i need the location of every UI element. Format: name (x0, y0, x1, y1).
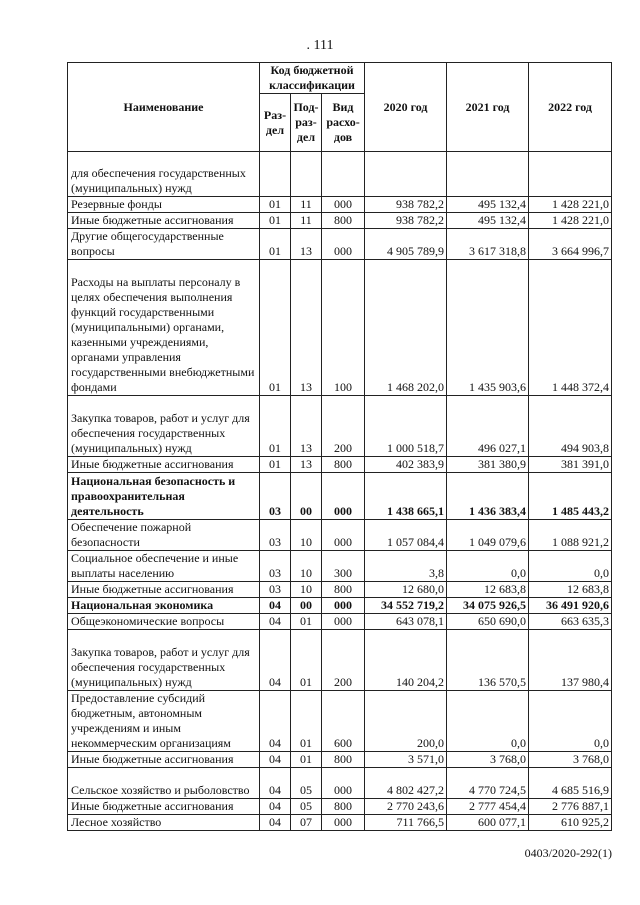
row-razdel: 04 (260, 815, 291, 831)
table-row (68, 768, 612, 799)
row-razdel: 03 (260, 551, 291, 582)
row-podrazdel: 11 (291, 197, 322, 213)
row-2022: 1 428 221,0 (529, 213, 612, 229)
row-name: Иные бюджетные ассигнования (68, 752, 260, 768)
header-kbk: Код бюджетной классификации (260, 63, 365, 94)
row-podrazdel: 01 (291, 630, 322, 691)
row-2021: 495 132,4 (447, 197, 529, 213)
header-2020: 2020 год (365, 63, 447, 152)
row-2020: 938 782,2 (365, 197, 447, 213)
row-2021: 3 768,0 (447, 752, 529, 768)
header-name: Наименование (68, 63, 260, 152)
row-podrazdel (291, 152, 322, 197)
row-2022: 3 664 996,7 (529, 229, 612, 260)
row-name: Другие общегосударственные вопросы (68, 229, 260, 260)
row-podrazdel: 13 (291, 457, 322, 473)
row-vid: 200 (322, 630, 365, 691)
row-vid: 000 (322, 197, 365, 213)
row-name: для обеспечения государственных (муниципальных) нужд (68, 152, 260, 197)
table-row (68, 815, 612, 831)
table-row (68, 473, 612, 520)
header-2021: 2021 год (447, 63, 529, 152)
row-name: Иные бюджетные ассигнования (68, 799, 260, 815)
row-vid: 300 (322, 551, 365, 582)
row-vid: 000 (322, 229, 365, 260)
row-2021 (447, 152, 529, 197)
row-2022: 137 980,4 (529, 630, 612, 691)
row-2022: 494 903,8 (529, 396, 612, 457)
header-razdel: Раз- дел (260, 94, 291, 152)
header-vid: Вид расхо- дов (322, 94, 365, 152)
row-2020: 711 766,5 (365, 815, 447, 831)
row-razdel: 01 (260, 197, 291, 213)
row-vid: 000 (322, 473, 365, 520)
row-podrazdel: 01 (291, 614, 322, 630)
row-podrazdel: 07 (291, 815, 322, 831)
row-2021: 381 380,9 (447, 457, 529, 473)
row-2020: 4 802 427,2 (365, 768, 447, 799)
row-2020: 140 204,2 (365, 630, 447, 691)
table-row (68, 630, 612, 691)
row-2020: 1 057 084,4 (365, 520, 447, 551)
row-vid: 000 (322, 768, 365, 799)
row-name: Расходы на выплаты персоналу в целях обеспечения выполнения функций государственными (муниципальными) органами, казенными учреждениями, органами управления государственными внебюджетными фондами (68, 260, 260, 396)
row-razdel: 03 (260, 473, 291, 520)
row-vid: 800 (322, 799, 365, 815)
row-podrazdel: 00 (291, 598, 322, 614)
row-name: Лесное хозяйство (68, 815, 260, 831)
row-podrazdel: 13 (291, 260, 322, 396)
table-row (68, 260, 612, 396)
row-razdel (260, 152, 291, 197)
row-razdel: 04 (260, 691, 291, 752)
row-2021: 136 570,5 (447, 630, 529, 691)
row-2021: 600 077,1 (447, 815, 529, 831)
row-razdel: 04 (260, 630, 291, 691)
row-2022: 36 491 920,6 (529, 598, 612, 614)
table-row (68, 614, 612, 630)
row-vid: 200 (322, 396, 365, 457)
row-2020: 1 438 665,1 (365, 473, 447, 520)
row-2021: 4 770 724,5 (447, 768, 529, 799)
row-2022: 4 685 516,9 (529, 768, 612, 799)
row-2021: 0,0 (447, 691, 529, 752)
row-razdel: 01 (260, 229, 291, 260)
header-podrazdel: Под- раз- дел (291, 94, 322, 152)
row-2022 (529, 152, 612, 197)
table-row (68, 691, 612, 752)
row-podrazdel: 01 (291, 752, 322, 768)
row-name: Иные бюджетные ассигнования (68, 213, 260, 229)
row-name: Резервные фонды (68, 197, 260, 213)
table-row (68, 799, 612, 815)
row-vid: 100 (322, 260, 365, 396)
row-razdel: 03 (260, 582, 291, 598)
row-vid: 000 (322, 520, 365, 551)
row-2022: 2 776 887,1 (529, 799, 612, 815)
row-name: Национальная безопасность и правоохранительная деятельность (68, 473, 260, 520)
row-podrazdel: 00 (291, 473, 322, 520)
row-2020: 402 383,9 (365, 457, 447, 473)
row-razdel: 03 (260, 520, 291, 551)
row-2021: 1 436 383,4 (447, 473, 529, 520)
table-row (68, 197, 612, 213)
row-name: Социальное обеспечение и иные выплаты населению (68, 551, 260, 582)
row-2020: 4 905 789,9 (365, 229, 447, 260)
row-razdel: 01 (260, 213, 291, 229)
row-name: Сельское хозяйство и рыболовство (68, 768, 260, 799)
row-podrazdel: 05 (291, 799, 322, 815)
row-razdel: 04 (260, 752, 291, 768)
row-2020: 1 000 518,7 (365, 396, 447, 457)
row-vid (322, 152, 365, 197)
row-2021: 12 683,8 (447, 582, 529, 598)
row-2022: 0,0 (529, 551, 612, 582)
table-row (68, 598, 612, 614)
row-name: Иные бюджетные ассигнования (68, 582, 260, 598)
page-number: . 111 (306, 38, 334, 53)
row-2020: 200,0 (365, 691, 447, 752)
table-row (68, 551, 612, 582)
row-2021: 650 690,0 (447, 614, 529, 630)
row-2021: 2 777 454,4 (447, 799, 529, 815)
row-razdel: 04 (260, 768, 291, 799)
row-vid: 600 (322, 691, 365, 752)
row-name: Предоставление субсидий бюджетным, автономным учреждениям и иным некоммерческим организациям (68, 691, 260, 752)
row-name: Обеспечение пожарной безопасности (68, 520, 260, 551)
row-2020 (365, 152, 447, 197)
row-2022: 1 088 921,2 (529, 520, 612, 551)
row-podrazdel: 01 (291, 691, 322, 752)
row-name: Национальная экономика (68, 598, 260, 614)
row-2021: 495 132,4 (447, 213, 529, 229)
row-name: Общеэкономические вопросы (68, 614, 260, 630)
row-podrazdel: 10 (291, 551, 322, 582)
row-2020: 643 078,1 (365, 614, 447, 630)
row-2022: 381 391,0 (529, 457, 612, 473)
row-2020: 1 468 202,0 (365, 260, 447, 396)
row-vid: 800 (322, 457, 365, 473)
table-row (68, 213, 612, 229)
row-2022: 12 683,8 (529, 582, 612, 598)
table-row (68, 520, 612, 551)
row-2020: 34 552 719,2 (365, 598, 447, 614)
row-podrazdel: 05 (291, 768, 322, 799)
row-vid: 000 (322, 614, 365, 630)
row-razdel: 04 (260, 598, 291, 614)
row-2022: 3 768,0 (529, 752, 612, 768)
row-podrazdel: 13 (291, 396, 322, 457)
row-podrazdel: 11 (291, 213, 322, 229)
table-row (68, 752, 612, 768)
row-2021: 1 049 079,6 (447, 520, 529, 551)
budget-table (67, 62, 612, 831)
row-2022: 0,0 (529, 691, 612, 752)
row-2021: 1 435 903,6 (447, 260, 529, 396)
row-razdel: 04 (260, 614, 291, 630)
row-2022: 663 635,3 (529, 614, 612, 630)
row-2022: 610 925,2 (529, 815, 612, 831)
row-razdel: 01 (260, 457, 291, 473)
row-2021: 3 617 318,8 (447, 229, 529, 260)
row-2022: 1 448 372,4 (529, 260, 612, 396)
row-2022: 1 485 443,2 (529, 473, 612, 520)
row-vid: 800 (322, 752, 365, 768)
row-2020: 2 770 243,6 (365, 799, 447, 815)
row-podrazdel: 13 (291, 229, 322, 260)
row-2020: 3 571,0 (365, 752, 447, 768)
row-2020: 938 782,2 (365, 213, 447, 229)
row-vid: 800 (322, 582, 365, 598)
row-razdel: 04 (260, 799, 291, 815)
table-row (68, 396, 612, 457)
row-2020: 12 680,0 (365, 582, 447, 598)
row-name: Закупка товаров, работ и услуг для обеспечения государственных (муниципальных) нужд (68, 396, 260, 457)
table-row (68, 457, 612, 473)
row-2021: 0,0 (447, 551, 529, 582)
table-row (68, 582, 612, 598)
row-2021: 34 075 926,5 (447, 598, 529, 614)
row-name: Иные бюджетные ассигнования (68, 457, 260, 473)
header-2022: 2022 год (529, 63, 612, 152)
table-row (68, 152, 612, 197)
row-podrazdel: 10 (291, 582, 322, 598)
row-vid: 000 (322, 815, 365, 831)
row-2021: 496 027,1 (447, 396, 529, 457)
row-razdel: 01 (260, 396, 291, 457)
row-2020: 3,8 (365, 551, 447, 582)
table-row (68, 229, 612, 260)
document-code: 0403/2020-292(1) (524, 846, 612, 860)
row-2022: 1 428 221,0 (529, 197, 612, 213)
row-name: Закупка товаров, работ и услуг для обеспечения государственных (муниципальных) нужд (68, 630, 260, 691)
row-vid: 000 (322, 598, 365, 614)
row-razdel: 01 (260, 260, 291, 396)
row-vid: 800 (322, 213, 365, 229)
row-podrazdel: 10 (291, 520, 322, 551)
